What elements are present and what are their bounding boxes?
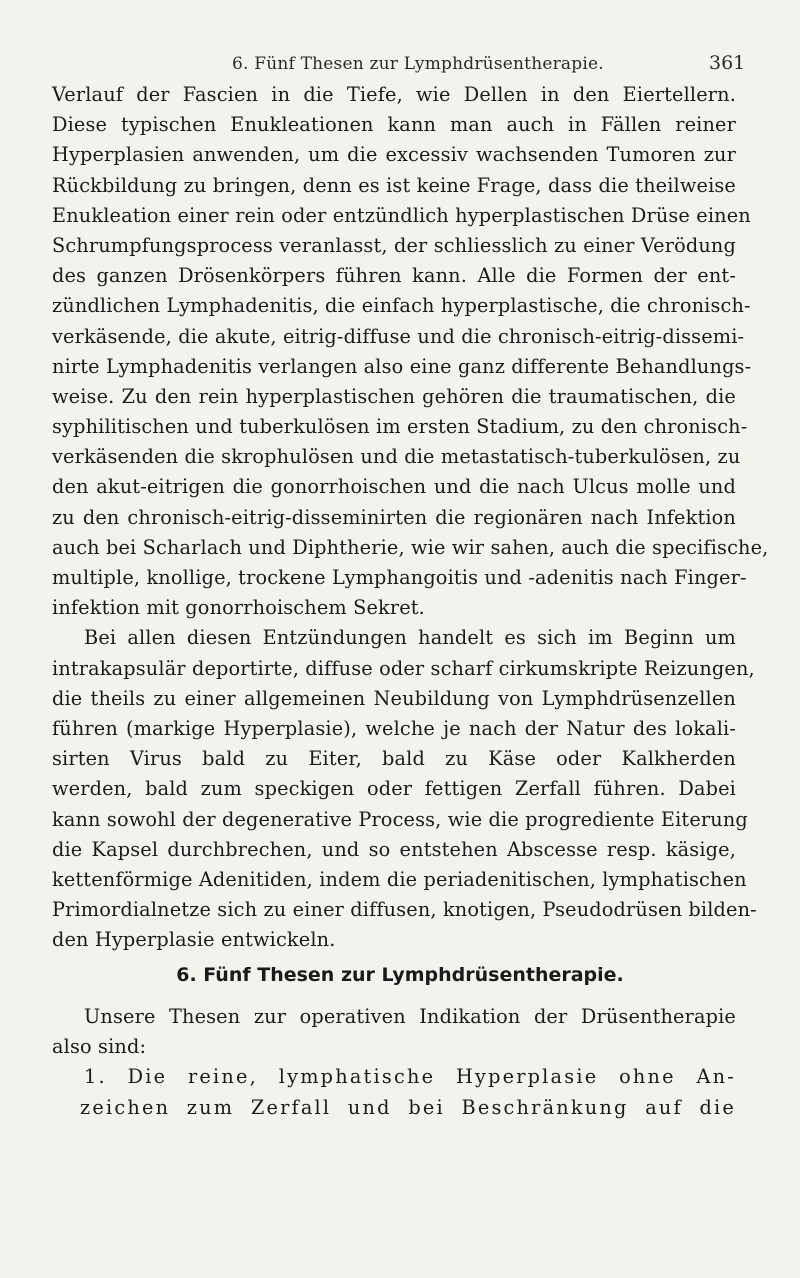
text-line: des ganzen Drösenkörpers führen kann. Alle die Formen der ent- [52, 264, 736, 288]
main-text-block [52, 80, 769, 955]
text-line: verkäsende, die akute, eitrig-diffuse und die chronisch-eitrig-dissemi- [52, 324, 745, 348]
text-line: führen (markige Hyperplasie), welche je nach der Natur des lokali- [52, 716, 736, 740]
text-line: den akut-eitrigen die gonorrhoischen und die nach Ulcus molle und [52, 475, 736, 499]
text-line: weise. Zu den rein hyperplastischen gehören die traumatischen, die [52, 384, 736, 408]
text-line: Schrumpfungsprocess veranlasst, der schliesslich zu einer Verödung [52, 233, 736, 257]
text-line: syphilitischen und tuberkulösen im ersten Stadium, zu den chronisch- [52, 415, 748, 439]
text-line: intrakapsulär deportirte, diffuse oder scharf cirkumskripte Reizungen, [52, 656, 755, 680]
text-line: sirten Virus bald zu Eiter, bald zu Käse oder Kalkherden [52, 747, 736, 771]
section-text-block [52, 1002, 736, 1123]
text-line: Enukleation einer rein oder entzündlich hyperplastischen Drüse einen [52, 203, 751, 227]
text-line: Hyperplasien anwenden, um die excessiv wachsenden Tumoren zur [52, 143, 736, 167]
text-line: Primordialnetze sich zu einer diffusen, knotigen, Pseudodrüsen bilden- [52, 898, 757, 922]
page-number: 361 [709, 52, 746, 74]
text-line: den Hyperplasie entwickeln. [52, 928, 336, 952]
text-line: Bei allen diesen Entzündungen handelt es sich im Beginn um [84, 626, 736, 650]
text-line: Diese typischen Enukleationen kann man auch in Fällen reiner [52, 113, 736, 137]
text-line: die Kapsel durchbrechen, und so entstehen Abscesse resp. käsige, [52, 837, 736, 861]
thesis-item-line: 1. Die reine, lymphatische Hyperplasie ohne An- [84, 1065, 736, 1089]
running-header-title: 6. Fünf Thesen zur Lymphdrüsentherapie. [232, 54, 604, 74]
text-line: zündlichen Lymphadenitis, die einfach hyperplastische, die chronisch- [52, 294, 751, 318]
text-line: multiple, knollige, trockene Lymphangoitis und -adenitis nach Finger- [52, 566, 747, 589]
text-line: Rückbildung zu bringen, denn es ist keine Frage, dass die theilweise [52, 173, 736, 197]
text-line: auch bei Scharlach und Diphtherie, wie wir sahen, auch die specifische, [52, 535, 769, 559]
text-line: verkäsenden die skrophulösen und die metastatisch-tuberkulösen, zu [52, 445, 741, 469]
thesis-item-line: zeichen zum Zerfall und bei Beschränkung auf die [80, 1095, 736, 1119]
text-line: also sind: [52, 1035, 147, 1059]
text-line: werden, bald zum speckigen oder fettigen Zerfall führen. Dabei [52, 777, 736, 801]
text-line: die theils zu einer allgemeinen Neubildung von Lymphdrüsenzellen [52, 686, 736, 710]
text-line: kettenförmige Adenitiden, indem die periadenitischen, lymphatischen [52, 867, 747, 891]
text-line: zu den chronisch-eitrig-disseminirten die regionären nach Infektion [52, 505, 736, 529]
section-heading: 6. Fünf Thesen zur Lymphdrüsentherapie. [176, 964, 624, 986]
text-line: Verlauf der Fascien in die Tiefe, wie Dellen in den Eiertellern. [52, 83, 736, 106]
text-line: kann sowohl der degenerative Process, wie die progrediente Eiterung [52, 807, 748, 831]
text-line: infektion mit gonorrhoischem Sekret. [52, 596, 425, 620]
text-line: nirte Lymphadenitis verlangen also eine ganz differente Behandlungs- [52, 354, 752, 378]
text-line: Unsere Thesen zur operativen Indikation der Drüsentherapie [84, 1005, 736, 1028]
